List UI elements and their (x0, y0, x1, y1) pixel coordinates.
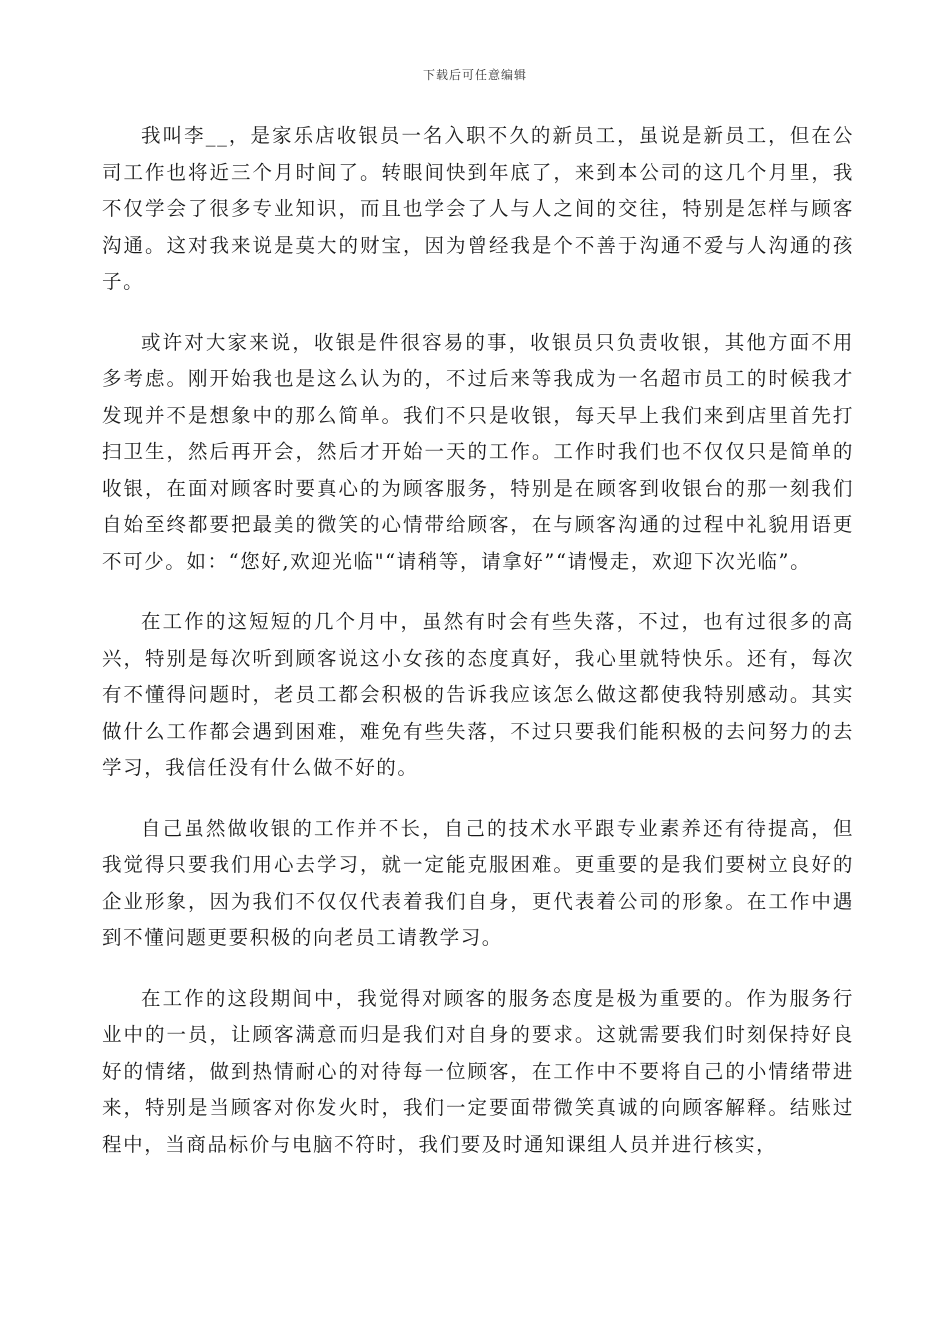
paragraph-4: 自己虽然做收银的工作并不长，自己的技术水平跟专业素养还有待提高，但我觉得只要我们用心去学习，就一定能克服困难。更重要的是我们要树立良好的企业形象，因为我们不仅仅代表着我们自身，更代表着公司的形象。在工作中遇到不懂问题更要积极的向老员工请教学习。 (102, 816, 854, 949)
paragraph-2: 或许对大家来说，收银是件很容易的事，收银员只负责收银，其他方面不用多考虑。刚开始我也是这么认为的，不过后来等我成为一名超市员工的时候我才发现并不是想象中的那么简单。我们不只是收银，每天早上我们来到店里首先打扫卫生，然后再开会，然后才开始一天的工作。工作时我们也不仅仅只是简单的收银，在面对顾客时要真心的为顾客服务，特别是在顾客到收银台的那一刻我们自始至终都要把最美的微笑的心情带给顾客，在与顾客沟通的过程中礼貌用语更不可少。如：“您好,欢迎光临"“请稍等，请拿好”“请慢走，欢迎下次光临”。 (102, 330, 854, 573)
paragraph-5: 在工作的这段期间中，我觉得对顾客的服务态度是极为重要的。作为服务行业中的一员，让顾客满意而归是我们对自身的要求。这就需要我们时刻保持好良好的情绪，做到热情耐心的对待每一位顾客，在工作中不要将自己的小情绪带进来，特别是当顾客对你发火时，我们一定要面带微笑真诚的向顾客解释。结账过程中，当商品标价与电脑不符时，我们要及时通知课组人员并进行核实， (102, 986, 854, 1156)
paragraph-3: 在工作的这短短的几个月中，虽然有时会有些失落，不过，也有过很多的高兴，特别是每次听到顾客说这小女孩的态度真好，我心里就特快乐。还有，每次有不懂得问题时，老员工都会积极的告诉我应该怎么做这都使我特别感动。其实做什么工作都会遇到困难，难免有些失落，不过只要我们能积极的去问努力的去学习，我信任没有什么做不好的。 (102, 610, 854, 779)
page-header: 下载后可任意编辑 (422, 68, 527, 82)
document-body (102, 118, 854, 1187)
paragraph-1: 我叫李__，是家乐店收银员一名入职不久的新员工，虽说是新员工，但在公司工作也将近三个月时间了。转眼间快到年底了，来到本公司的这几个月里，我不仅学会了很多专业知识，而且也学会了人与人之间的交往，特别是怎样与顾客沟通。这对我来说是莫大的财宝，因为曾经我是个不善于沟通不爱与人沟通的孩子。 (102, 124, 854, 293)
